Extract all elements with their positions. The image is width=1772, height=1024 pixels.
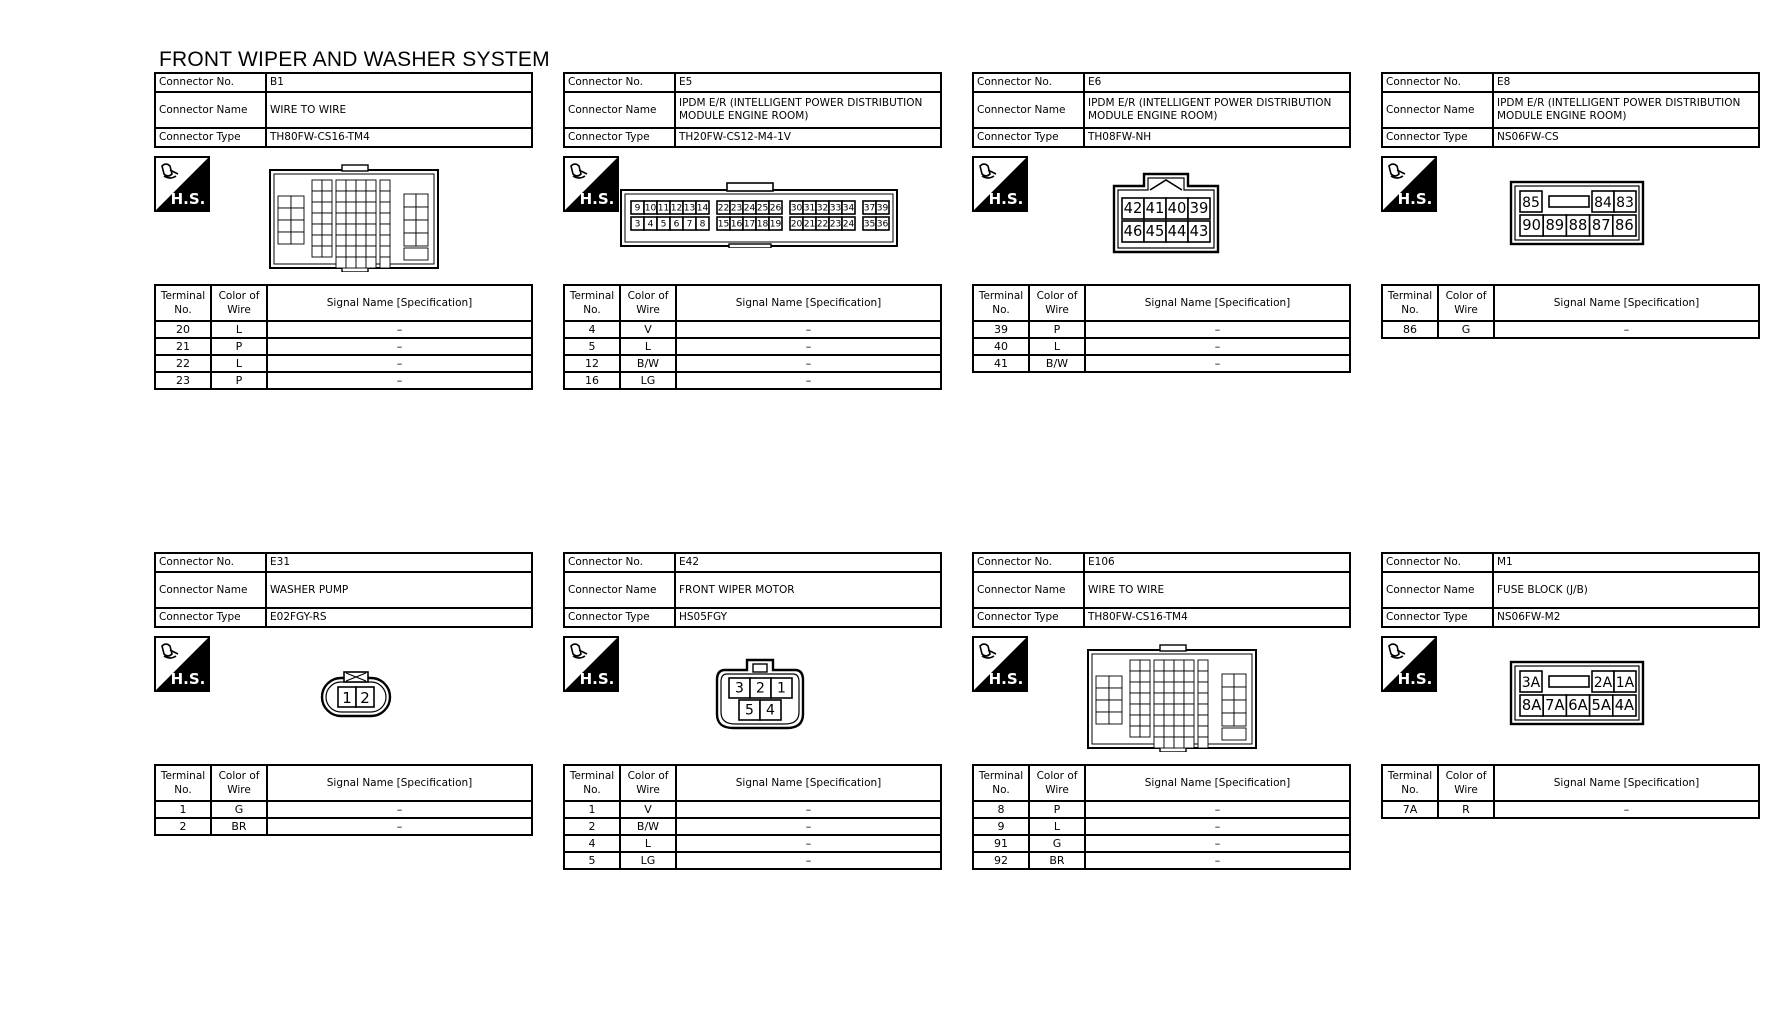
col-terminal-header: Terminal No. <box>564 765 620 801</box>
wire-color: V <box>620 321 676 338</box>
pin-label: 6 <box>673 219 680 230</box>
terminal-row <box>564 321 941 338</box>
pin-label: 18 <box>756 219 769 230</box>
wire-color: L <box>1029 338 1085 355</box>
connector-name-value: IPDM E/R (INTELLIGENT POWER DISTRIBUTION MODULE ENGINE ROOM) <box>1084 92 1350 128</box>
connector-name-label: Connector Name <box>973 572 1084 608</box>
terminal-row <box>564 355 941 372</box>
connector-panel-m1 <box>1381 552 1760 819</box>
terminal-no: 4 <box>564 835 620 852</box>
signal-name: – <box>1494 321 1759 338</box>
pin-label: 42 <box>1123 200 1143 218</box>
pin-label: 6A <box>1568 697 1588 715</box>
pin-label: 39 <box>876 203 889 214</box>
terminal-no: 4 <box>564 321 620 338</box>
pin-label: 1A <box>1615 675 1635 691</box>
col-signal-header: Signal Name [Specification] <box>1085 285 1350 321</box>
connector-no-value: E42 <box>675 553 941 572</box>
terminal-row <box>564 338 941 355</box>
harness-side-icon <box>1381 156 1437 212</box>
connector-panel-e106 <box>972 552 1351 870</box>
col-terminal-header: Terminal No. <box>973 765 1029 801</box>
terminal-table <box>563 764 942 870</box>
terminal-no: 86 <box>1382 321 1438 338</box>
connector-info-table <box>563 72 942 148</box>
harness-side-icon <box>154 156 210 212</box>
wire-color: B/W <box>620 818 676 835</box>
harness-side-icon <box>972 636 1028 692</box>
connector-type-label: Connector Type <box>973 608 1084 627</box>
terminal-no: 23 <box>155 372 211 389</box>
pin-label: 23 <box>829 219 842 230</box>
connector-diagram <box>1381 148 1760 284</box>
connector-face-drawing <box>1509 180 1645 250</box>
pin-label: 32 <box>816 203 829 214</box>
connector-diagram <box>563 148 942 284</box>
connector-type-label: Connector Type <box>155 608 266 627</box>
pin-label: 4A <box>1614 697 1635 715</box>
connector-name-label: Connector Name <box>1382 92 1493 128</box>
connector-panel-e6 <box>972 72 1351 373</box>
hs-label: H.S. <box>988 670 1024 688</box>
col-terminal-header: Terminal No. <box>1382 285 1438 321</box>
terminal-no: 39 <box>973 321 1029 338</box>
pin-label: 84 <box>1594 195 1612 211</box>
pin-label: 44 <box>1167 223 1187 241</box>
harness-side-icon <box>972 156 1028 212</box>
terminal-no: 12 <box>564 355 620 372</box>
wire-color: B/W <box>1029 355 1085 372</box>
connector-no-value: E8 <box>1493 73 1759 92</box>
terminal-row <box>973 338 1350 355</box>
terminal-row <box>564 818 941 835</box>
connector-type-value: TH80FW-CS16-TM4 <box>266 128 532 147</box>
terminal-no: 9 <box>973 818 1029 835</box>
connector-face-drawing <box>316 670 396 724</box>
ipdm-20-pin-connector-face <box>619 182 899 248</box>
pin-label: 10 <box>644 203 657 214</box>
connector-no-label: Connector No. <box>564 73 675 92</box>
wire-color: BR <box>211 818 267 835</box>
pin-label: 1 <box>777 680 786 697</box>
pin-label: 3A <box>1521 675 1541 691</box>
wire-color: P <box>1029 801 1085 818</box>
terminal-no: 20 <box>155 321 211 338</box>
pin-label: 12 <box>670 203 683 214</box>
wire-color: L <box>1029 818 1085 835</box>
terminal-no: 2 <box>155 818 211 835</box>
col-color-header: Color of Wire <box>1029 765 1085 801</box>
connector-type-label: Connector Type <box>973 128 1084 147</box>
terminal-row <box>564 372 941 389</box>
connector-name-value: WASHER PUMP <box>266 572 532 608</box>
terminal-no: 8 <box>973 801 1029 818</box>
terminal-no: 16 <box>564 372 620 389</box>
pin-label: 17 <box>743 219 756 230</box>
pin-label: 39 <box>1189 200 1209 218</box>
signal-name: – <box>267 338 532 355</box>
terminal-row <box>155 801 532 818</box>
connector-type-label: Connector Type <box>564 608 675 627</box>
hs-label: H.S. <box>170 670 206 688</box>
pin-label: 7A <box>1545 697 1565 715</box>
connector-type-label: Connector Type <box>1382 608 1493 627</box>
connector-info-table <box>1381 72 1760 148</box>
connector-info-table <box>154 72 533 148</box>
pin-label: 5 <box>660 219 667 230</box>
terminal-row <box>155 338 532 355</box>
pin-label: 22 <box>816 219 829 230</box>
connector-no-value: M1 <box>1493 553 1759 572</box>
terminal-no: 1 <box>155 801 211 818</box>
terminal-row <box>155 321 532 338</box>
terminal-no: 92 <box>973 852 1029 869</box>
pin-label: 35 <box>863 219 876 230</box>
wire-color: L <box>620 338 676 355</box>
wire-color: G <box>1029 835 1085 852</box>
connector-face-drawing <box>268 164 440 276</box>
connector-name-value: IPDM E/R (INTELLIGENT POWER DISTRIBUTION MODULE ENGINE ROOM) <box>1493 92 1759 128</box>
connector-face-drawing <box>1086 644 1258 756</box>
connector-diagram <box>972 148 1351 284</box>
hs-label: H.S. <box>579 670 615 688</box>
pin-label: 4 <box>647 219 654 230</box>
pin-label: 15 <box>717 219 730 230</box>
col-signal-header: Signal Name [Specification] <box>676 285 941 321</box>
wire-color: LG <box>620 372 676 389</box>
harness-side-icon <box>154 636 210 692</box>
terminal-row <box>155 818 532 835</box>
pin-label: 88 <box>1568 217 1588 235</box>
connector-diagram <box>972 628 1351 764</box>
pin-label: 9 <box>634 203 641 214</box>
hs-label: H.S. <box>1397 670 1433 688</box>
connector-diagram <box>154 148 533 284</box>
signal-name: – <box>1085 338 1350 355</box>
connector-name-value: FRONT WIPER MOTOR <box>675 572 941 608</box>
harness-side-icon <box>563 156 619 212</box>
connector-name-value: IPDM E/R (INTELLIGENT POWER DISTRIBUTION MODULE ENGINE ROOM) <box>675 92 941 128</box>
connector-type-value: E02FGY-RS <box>266 608 532 627</box>
col-signal-header: Signal Name [Specification] <box>676 765 941 801</box>
connector-no-label: Connector No. <box>564 553 675 572</box>
col-signal-header: Signal Name [Specification] <box>1085 765 1350 801</box>
harness-side-icon <box>1381 636 1437 692</box>
col-color-header: Color of Wire <box>620 765 676 801</box>
connector-info-table <box>154 552 533 628</box>
terminal-no: 21 <box>155 338 211 355</box>
pin-label: 21 <box>803 219 816 230</box>
signal-name: – <box>676 321 941 338</box>
hs-label: H.S. <box>170 190 206 208</box>
pin-label: 34 <box>842 203 855 214</box>
wire-to-wire-connector-face <box>1086 644 1258 752</box>
terminal-table <box>563 284 942 390</box>
pin-label: 36 <box>876 219 889 230</box>
terminal-row <box>564 835 941 852</box>
pin-label: 13 <box>683 203 696 214</box>
wire-color: LG <box>620 852 676 869</box>
pin-label: 20 <box>790 219 803 230</box>
terminal-no: 5 <box>564 852 620 869</box>
connector-type-value: NS06FW-CS <box>1493 128 1759 147</box>
pin-label: 24 <box>743 203 756 214</box>
signal-name: – <box>1494 801 1759 818</box>
connector-name-label: Connector Name <box>155 92 266 128</box>
hs-label: H.S. <box>579 190 615 208</box>
signal-name: – <box>676 372 941 389</box>
connector-no-label: Connector No. <box>973 73 1084 92</box>
wiper-motor-connector-face <box>715 656 805 732</box>
pin-label: 87 <box>1591 217 1611 235</box>
terminal-row <box>564 852 941 869</box>
terminal-no: 22 <box>155 355 211 372</box>
signal-name: – <box>676 355 941 372</box>
connector-info-table <box>1381 552 1760 628</box>
pin-label: 22 <box>717 203 730 214</box>
signal-name: – <box>267 818 532 835</box>
connector-name-label: Connector Name <box>564 572 675 608</box>
connector-panel-e8 <box>1381 72 1760 339</box>
connector-panel-e31 <box>154 552 533 836</box>
col-signal-header: Signal Name [Specification] <box>1494 765 1759 801</box>
signal-name: – <box>1085 801 1350 818</box>
col-terminal-header: Terminal No. <box>973 285 1029 321</box>
connector-no-value: E6 <box>1084 73 1350 92</box>
wire-color: B/W <box>620 355 676 372</box>
signal-name: – <box>676 801 941 818</box>
connector-diagram <box>154 628 533 764</box>
pin-label: 2 <box>360 689 370 707</box>
connector-name-label: Connector Name <box>564 92 675 128</box>
wire-color: L <box>211 355 267 372</box>
terminal-row <box>973 835 1350 852</box>
terminal-row <box>973 355 1350 372</box>
terminal-no: 1 <box>564 801 620 818</box>
signal-name: – <box>676 852 941 869</box>
pin-label: 5A <box>1591 697 1611 715</box>
connector-type-value: HS05FGY <box>675 608 941 627</box>
col-color-header: Color of Wire <box>211 765 267 801</box>
pin-label: 37 <box>863 203 876 214</box>
pin-label: 83 <box>1616 195 1634 211</box>
washer-pump-connector-face <box>316 670 396 720</box>
connector-type-value: TH20FW-CS12-M4-1V <box>675 128 941 147</box>
col-color-header: Color of Wire <box>1029 285 1085 321</box>
harness-side-icon <box>563 636 619 692</box>
col-signal-header: Signal Name [Specification] <box>267 765 532 801</box>
connector-name-value: WIRE TO WIRE <box>1084 572 1350 608</box>
terminal-no: 41 <box>973 355 1029 372</box>
connector-panel-e42 <box>563 552 942 870</box>
terminal-no: 91 <box>973 835 1029 852</box>
wire-color: P <box>211 338 267 355</box>
col-terminal-header: Terminal No. <box>1382 765 1438 801</box>
terminal-no: 7A <box>1382 801 1438 818</box>
wire-color: V <box>620 801 676 818</box>
connector-face-drawing <box>619 182 899 252</box>
connector-face-drawing <box>715 656 805 736</box>
signal-name: – <box>676 835 941 852</box>
wire-color: L <box>620 835 676 852</box>
connector-no-label: Connector No. <box>1382 553 1493 572</box>
pin-label: 85 <box>1522 195 1540 211</box>
connector-info-table <box>972 552 1351 628</box>
connector-type-label: Connector Type <box>1382 128 1493 147</box>
terminal-table <box>1381 284 1760 339</box>
pin-label: 26 <box>769 203 782 214</box>
connector-name-label: Connector Name <box>1382 572 1493 608</box>
pin-label: 14 <box>696 203 709 214</box>
connector-no-value: E31 <box>266 553 532 572</box>
connector-name-value: FUSE BLOCK (J/B) <box>1493 572 1759 608</box>
connector-type-value: TH80FW-CS16-TM4 <box>1084 608 1350 627</box>
latch-slot <box>1549 676 1589 687</box>
connector-no-value: E106 <box>1084 553 1350 572</box>
connector-info-table <box>563 552 942 628</box>
signal-name: – <box>1085 818 1350 835</box>
connector-face-drawing <box>1509 660 1645 730</box>
pin-label: 30 <box>790 203 803 214</box>
terminal-table <box>154 284 533 390</box>
terminal-row <box>1382 321 1759 338</box>
pin-label: 1 <box>342 689 352 707</box>
signal-name: – <box>1085 355 1350 372</box>
connector-type-label: Connector Type <box>564 128 675 147</box>
connector-type-value: NS06FW-M2 <box>1493 608 1759 627</box>
col-color-header: Color of Wire <box>1438 285 1494 321</box>
terminal-table <box>972 284 1351 373</box>
terminal-row <box>155 372 532 389</box>
connector-face-drawing <box>1110 168 1222 258</box>
wire-color: BR <box>1029 852 1085 869</box>
signal-name: – <box>1085 852 1350 869</box>
col-terminal-header: Terminal No. <box>155 285 211 321</box>
col-terminal-header: Terminal No. <box>155 765 211 801</box>
connector-no-value: B1 <box>266 73 532 92</box>
pin-label: 24 <box>842 219 855 230</box>
hs-label: H.S. <box>1397 190 1433 208</box>
connector-type-value: TH08FW-NH <box>1084 128 1350 147</box>
terminal-row <box>155 355 532 372</box>
signal-name: – <box>676 818 941 835</box>
pin-label: 2A <box>1593 675 1613 691</box>
col-color-header: Color of Wire <box>211 285 267 321</box>
terminal-row <box>973 818 1350 835</box>
connector-no-label: Connector No. <box>155 73 266 92</box>
connector-no-label: Connector No. <box>973 553 1084 572</box>
signal-name: – <box>676 338 941 355</box>
wire-color: G <box>1438 321 1494 338</box>
col-signal-header: Signal Name [Specification] <box>267 285 532 321</box>
wire-to-wire-connector-face <box>268 164 440 272</box>
connector-panel-e5 <box>563 72 942 390</box>
page-title: FRONT WIPER AND WASHER SYSTEM <box>159 48 550 71</box>
terminal-no: 40 <box>973 338 1029 355</box>
connector-panel-b1 <box>154 72 533 390</box>
pin-label: 86 <box>1615 217 1634 235</box>
signal-name: – <box>267 321 532 338</box>
pin-label: 33 <box>829 203 842 214</box>
pin-label: 90 <box>1522 217 1541 235</box>
pin-label: 8 <box>699 219 706 230</box>
connector-no-label: Connector No. <box>155 553 266 572</box>
connector-type-label: Connector Type <box>155 128 266 147</box>
pin-label: 16 <box>730 219 743 230</box>
signal-name: – <box>267 801 532 818</box>
terminal-table <box>1381 764 1760 819</box>
ipdm-6-pin-connector-face <box>1509 180 1645 246</box>
terminal-no: 2 <box>564 818 620 835</box>
terminal-table <box>154 764 533 836</box>
terminal-table <box>972 764 1351 870</box>
pin-label: 2 <box>756 680 765 697</box>
terminal-row <box>1382 801 1759 818</box>
signal-name: – <box>267 355 532 372</box>
pin-label: 7 <box>686 219 693 230</box>
pin-label: 11 <box>657 203 670 214</box>
pin-label: 89 <box>1545 217 1565 235</box>
hs-label: H.S. <box>988 190 1024 208</box>
connector-diagram <box>1381 628 1760 764</box>
pin-label: 23 <box>730 203 743 214</box>
signal-name: – <box>1085 835 1350 852</box>
connector-no-label: Connector No. <box>1382 73 1493 92</box>
pin-label: 43 <box>1189 223 1209 241</box>
ipdm-8-pin-connector-face <box>1110 168 1222 254</box>
pin-label: 8A <box>1521 697 1542 715</box>
terminal-row <box>973 321 1350 338</box>
connector-name-value: WIRE TO WIRE <box>266 92 532 128</box>
pin-label: 31 <box>803 203 816 214</box>
connector-name-label: Connector Name <box>155 572 266 608</box>
terminal-row <box>564 801 941 818</box>
wire-color: P <box>1029 321 1085 338</box>
pin-label: 3 <box>735 680 744 697</box>
pin-label: 3 <box>634 219 641 230</box>
wire-color: R <box>1438 801 1494 818</box>
pin-label: 46 <box>1123 223 1143 241</box>
terminal-no: 5 <box>564 338 620 355</box>
col-color-header: Color of Wire <box>620 285 676 321</box>
pin-label: 40 <box>1167 200 1187 218</box>
connector-info-table <box>972 72 1351 148</box>
pin-label: 41 <box>1145 200 1165 218</box>
wire-color: P <box>211 372 267 389</box>
fuse-block-connector-face <box>1509 660 1645 726</box>
wire-color: G <box>211 801 267 818</box>
pin-label: 45 <box>1145 223 1165 241</box>
connector-name-label: Connector Name <box>973 92 1084 128</box>
wire-color: L <box>211 321 267 338</box>
connector-diagram <box>563 628 942 764</box>
terminal-row <box>973 801 1350 818</box>
col-signal-header: Signal Name [Specification] <box>1494 285 1759 321</box>
signal-name: – <box>1085 321 1350 338</box>
latch-slot <box>1549 196 1589 207</box>
pin-label: 19 <box>769 219 782 230</box>
pin-label: 25 <box>756 203 769 214</box>
signal-name: – <box>267 372 532 389</box>
col-terminal-header: Terminal No. <box>564 285 620 321</box>
pin-label: 4 <box>766 702 775 719</box>
col-color-header: Color of Wire <box>1438 765 1494 801</box>
connector-no-value: E5 <box>675 73 941 92</box>
terminal-row <box>973 852 1350 869</box>
pin-label: 5 <box>745 702 754 719</box>
